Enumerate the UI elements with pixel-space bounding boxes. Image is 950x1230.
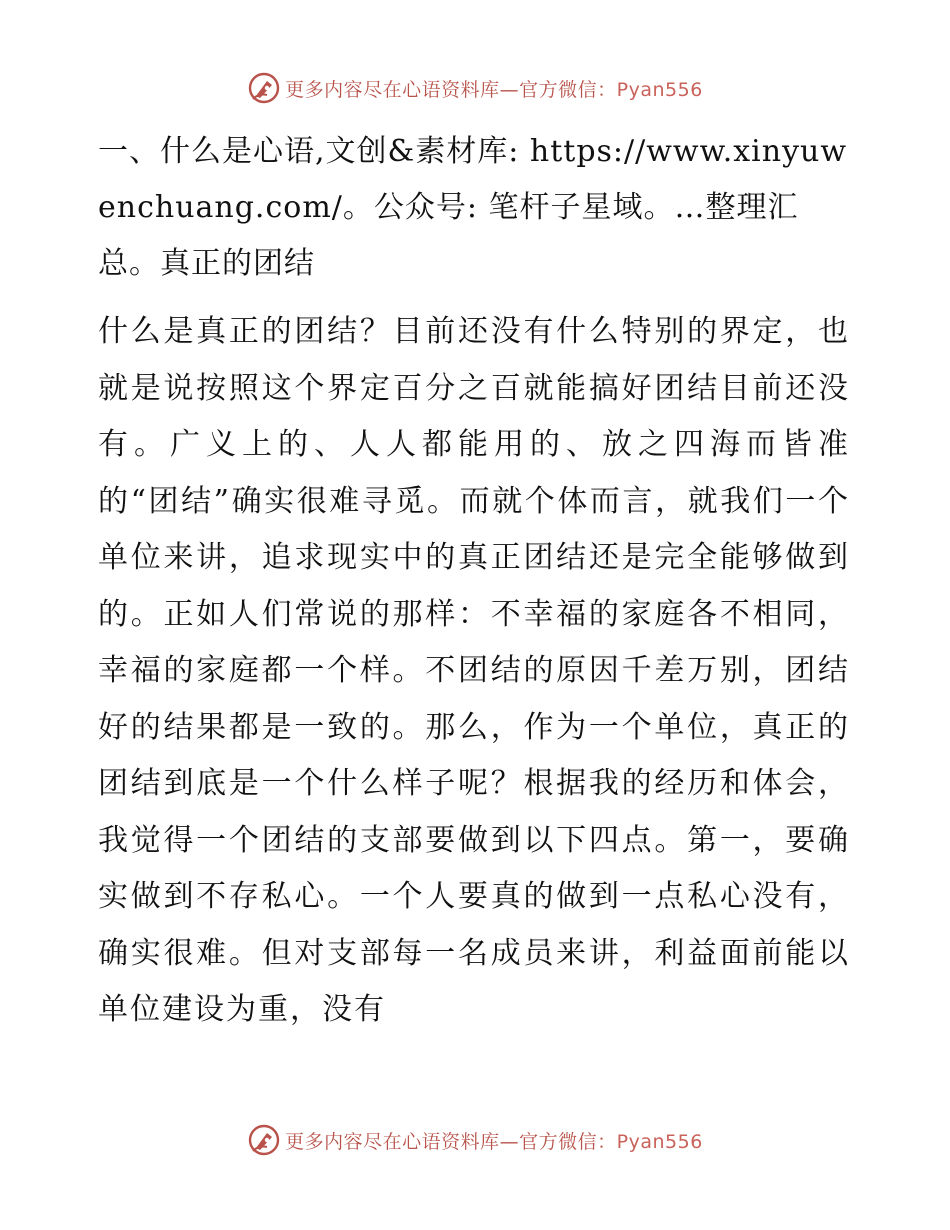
pen-nib-logo-icon	[247, 71, 281, 105]
banner-text: 更多内容尽在心语资料库—官方微信：Pyan556	[285, 78, 703, 101]
pen-nib-logo-icon	[247, 1123, 281, 1157]
section-heading: 一、什么是心语,文创&素材库: https://www.xinyuwenchuang.com/。公众号: 笔杆子星域。…整理汇总。真正的团结	[98, 134, 848, 281]
header-banner	[0, 68, 950, 108]
document-body	[98, 124, 850, 1039]
banner-text: 更多内容尽在心语资料库—官方微信：Pyan556	[285, 1130, 703, 1153]
body-paragraph: 什么是真正的团结？目前还没有什么特别的界定，也就是说按照这个界定百分之百就能搞好团结目前还没有。广义上的、人人都能用的、放之四海而皆准的“团结”确实很难寻觅。而就个体而言，就我们一个单位来讲，追求现实中的真正团结还是完全能够做到的。正如人们常说的那样：不幸福的家庭各不相同，幸福的家庭都一个样。不团结的原因千差万别，团结好的结果都是一致的。那么，作为一个单位，真正的团结到底是一个什么样子呢？根据我的经历和体会，我觉得一个团结的支部要做到以下四点。第一，要确实做到不存私心。一个人要真的做到一点私心没有，确实很难。但对支部每一名成员来讲，利益面前能以单位建设为重，没有	[98, 314, 850, 1027]
footer-banner	[0, 1120, 950, 1160]
